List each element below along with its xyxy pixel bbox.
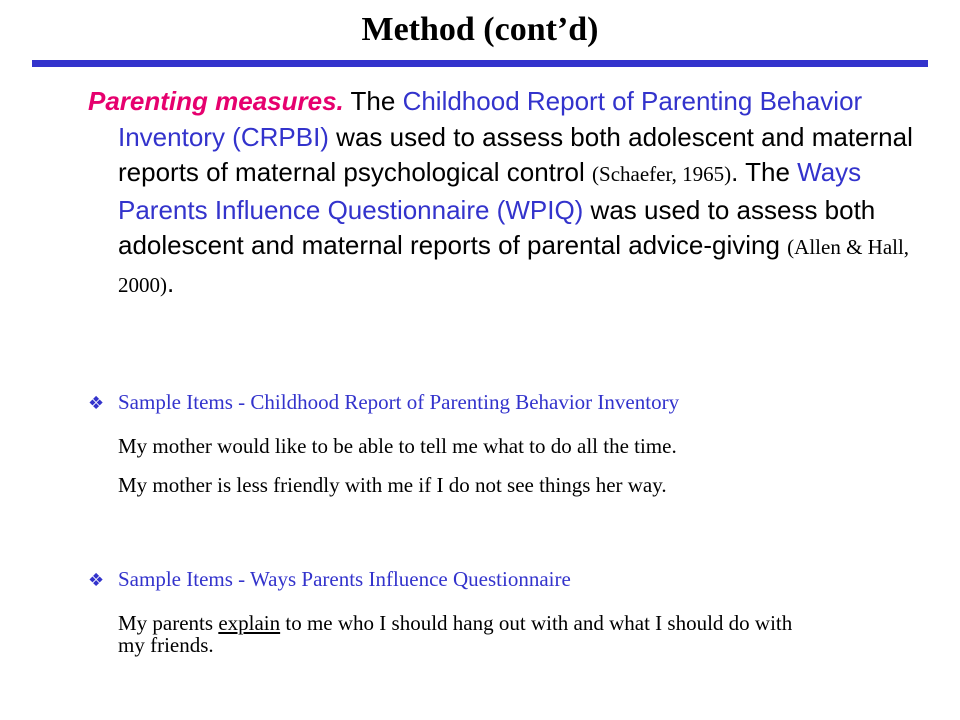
wpiq-item-text-after: to me who I should hang out with and what I should do with my friends. bbox=[118, 611, 793, 657]
wpiq-sample-items bbox=[88, 565, 908, 656]
wpiq-item-text-before: My parents bbox=[118, 611, 219, 635]
slide-title: Method (cont’d) bbox=[361, 11, 599, 48]
paragraph-text-2: was used to assess both adolescent and maternal reports of maternal psychological control bbox=[118, 121, 913, 187]
paragraph-text-1: The bbox=[343, 86, 403, 116]
citation-schaefer: (Schaefer, 1965) bbox=[592, 162, 732, 186]
diamond-bullet-icon: ❖ bbox=[88, 570, 105, 591]
paragraph-text-4: was used to assess both adolescent and maternal reports of parental advice-giving bbox=[118, 194, 876, 260]
crpbi-item-2: My mother is less friendly with me if I do not see things her way. bbox=[118, 473, 667, 497]
title-underline-bar bbox=[32, 60, 928, 67]
wpiq-item-1 bbox=[88, 612, 818, 656]
paragraph-text-3: . The bbox=[731, 157, 798, 187]
crpbi-sample-items bbox=[88, 388, 908, 496]
crpbi-item-1: My mother would like to be able to tell me what to do all the time. bbox=[118, 434, 677, 458]
wpiq-sample-heading bbox=[88, 565, 908, 595]
paragraph-text-5: . bbox=[167, 267, 175, 298]
crpbi-name: Childhood Report of Parenting Behavior Inventory (CRPBI) bbox=[118, 86, 863, 152]
parenting-measures-paragraph bbox=[88, 84, 918, 303]
wpiq-name: Ways Parents Influence Questionnaire (WPIQ) bbox=[118, 157, 862, 225]
diamond-bullet-icon: ❖ bbox=[88, 393, 105, 414]
crpbi-heading-text: Sample Items - Childhood Report of Parenting Behavior Inventory bbox=[118, 390, 680, 414]
parenting-measures-label: Parenting measures. bbox=[88, 86, 344, 116]
wpiq-item-underlined-word: explain bbox=[218, 611, 281, 635]
wpiq-heading-text: Sample Items - Ways Parents Influence Questionnaire bbox=[118, 567, 571, 591]
crpbi-sample-heading bbox=[88, 388, 908, 418]
citation-allen-hall: (Allen & Hall, 2000) bbox=[118, 235, 910, 297]
